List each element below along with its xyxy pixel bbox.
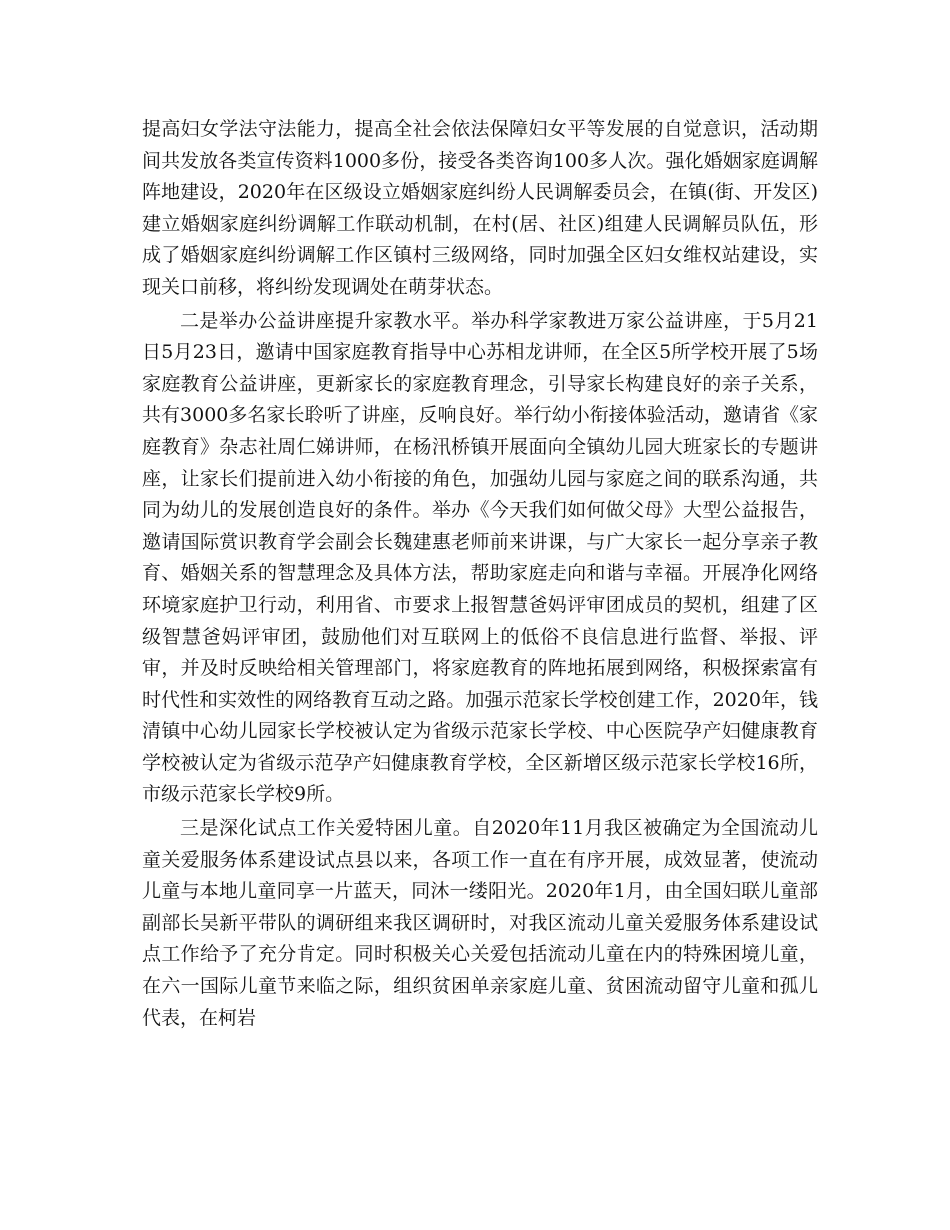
paragraph-3: 三是深化试点工作关爱特困儿童。自2020年11月我区被确定为全国流动儿童关爱服务体系建设试点县以来，各项工作一直在有序开展，成效显著，使流动儿童与本地儿童同享一片蓝天，同沐一缕阳光。2020年1月，由全国妇联儿童部副部长吴新平带队的调研组来我区调研时，对我区流动儿童关爱服务体系建设试点工作给予了充分肯定。同时积极关心关爱包括流动儿童在内的特殊困境儿童，在六一国际儿童节来临之际，组织贫困单亲家庭儿童、贫困流动留守儿童和孤儿代表，在柯岩: [142, 817, 818, 1029]
paragraph-1: 提高妇女学法守法能力，提高全社会依法保障妇女平等发展的自觉意识，活动期间共发放各类宣传资料1000多份，接受各类咨询100多人次。强化婚姻家庭调解阵地建设，2020年在区级设立婚姻家庭纠纷人民调解委员会，在镇(街、开发区)建立婚姻家庭纠纷调解工作联动机制，在村(居、社区)组建人民调解员队伍，形成了婚姻家庭纠纷调解工作区镇村三级网络，同时加强全区妇女维权站建设，实现关口前移，将纠纷发现调处在萌芽状态。: [142, 118, 818, 298]
paragraph-2: 二是举办公益讲座提升家教水平。举办科学家教进万家公益讲座，于5月21日5月23日，邀请中国家庭教育指导中心苏相龙讲师，在全区5所学校开展了5场家庭教育公益讲座，更新家长的家庭教育理念，引导家长构建良好的亲子关系，共有3000多名家长聆听了讲座，反响良好。举行幼小衔接体验活动，邀请省《家庭教育》杂志社周仁娣讲师，在杨汛桥镇开展面向全镇幼儿园大班家长的专题讲座，让家长们提前进入幼小衔接的角色，加强幼儿园与家庭之间的联系沟通，共同为幼儿的发展创造良好的条件。举办《今天我们如何做父母》大型公益报告，邀请国际赏识教育学会副会长魏建惠老师前来讲课，与广大家长一起分享亲子教育、婚姻关系的智慧理念及具体方法，帮助家庭走向和谐与幸福。开展净化网络环境家庭护卫行动，利用省、市要求上报智慧爸妈评审团成员的契机，组建了区级智慧爸妈评审团，鼓励他们对互联网上的低俗不良信息进行监督、举报、评审，并及时反映给相关管理部门，将家庭教育的阵地拓展到网络，积极探索富有时代性和实效性的网络教育互动之路。加强示范家长学校创建工作，2020年，钱清镇中心幼儿园家长学校被认定为省级示范家长学校、中心医院孕产妇健康教育学校被认定为省级示范孕产妇健康教育学校，全区新增区级示范家长学校16所，市级示范家长学校9所。: [142, 309, 818, 806]
document-body: [142, 114, 818, 1034]
